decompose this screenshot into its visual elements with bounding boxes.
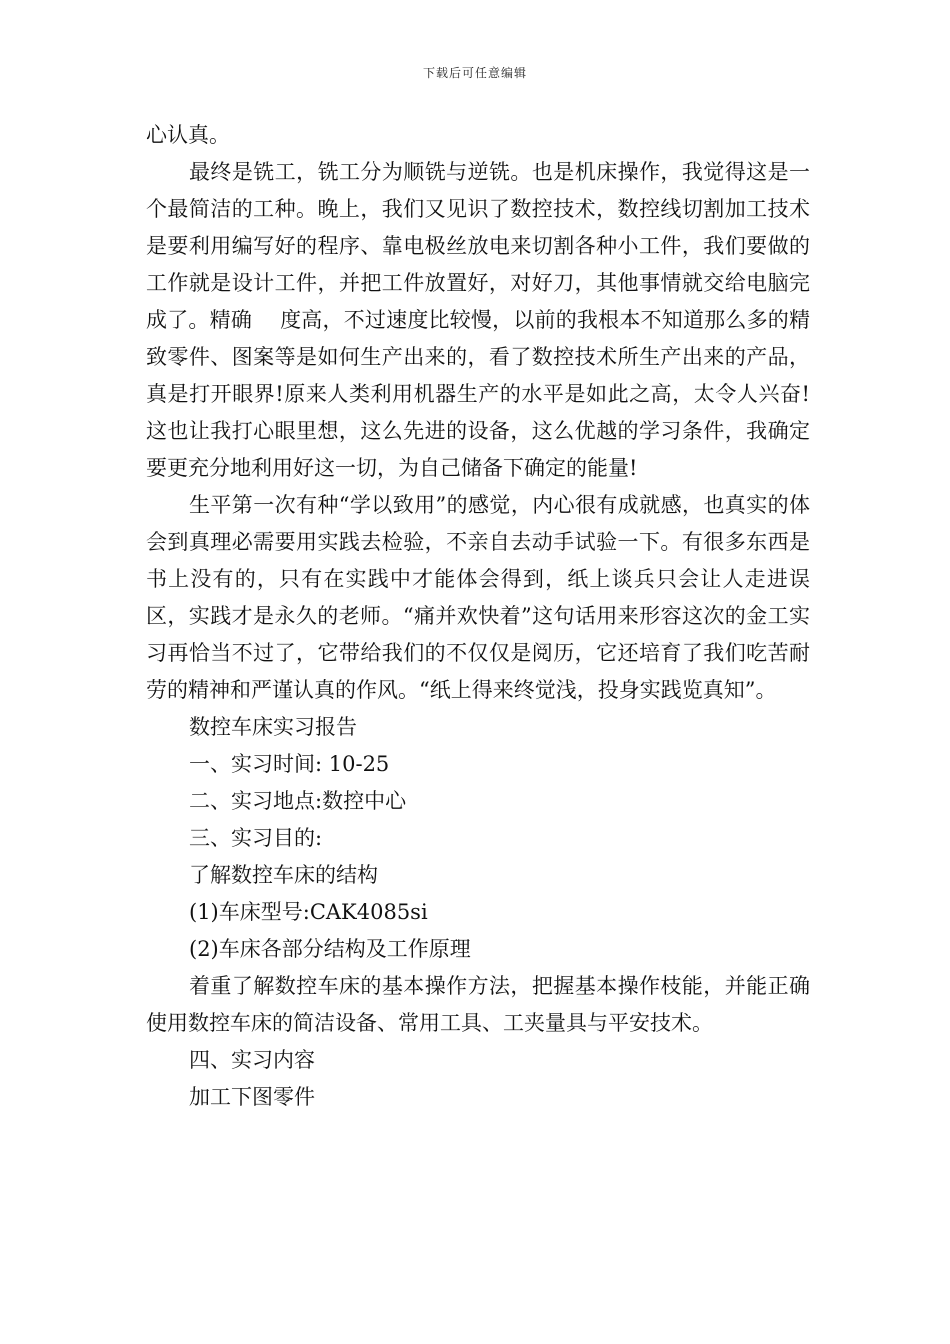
- document-body: [146, 117, 810, 1116]
- report-title: 数控车床实习报告: [189, 715, 357, 739]
- content-machining: 加工下图零件: [189, 1085, 315, 1109]
- purpose-model: (1)车床型号:CAK4085si: [189, 900, 428, 924]
- purpose-structure: 了解数控车床的结构: [189, 863, 378, 887]
- paragraph-reflection: 生平第一次有种“学以致用”的感觉，内心很有成就感，也真实的体会到真理必需要用实践去检验，不亲自去动手试验一下。有很多东西是书上没有的，只有在实践中才能体会得到，纸上谈兵只会让人走进误区，实践才是永久的老师。“痛并欢快着”这句话用来形容这次的金工实习再恰当不过了，它带给我们的不仅仅是阅历，它还培育了我们吃苦耐劳的精神和严谨认真的作风。“纸上得来终觉浅，投身实践览真知”。: [146, 493, 810, 702]
- paragraph-continuation: 心认真。: [146, 123, 230, 147]
- section-location: 二、实习地点:数控中心: [189, 789, 407, 813]
- section-content: 四、实习内容: [189, 1048, 315, 1072]
- section-purpose: 三、实习目的:: [189, 826, 323, 850]
- purpose-parts: (2)车床各部分结构及工作原理: [189, 937, 471, 961]
- section-time: 一、实习时间: 10-25: [189, 752, 390, 776]
- page-header-note: 下载后可任意编辑: [422, 66, 527, 80]
- purpose-operation: 着重了解数控车床的基本操作方法，把握基本操作枝能，并能正确使用数控车床的简洁设备、常用工具、工夹量具与平安技术。: [146, 974, 810, 1035]
- paragraph-milling: 最终是铣工，铣工分为顺铣与逆铣。也是机床操作，我觉得这是一个最简洁的工种。晚上，我们又见识了数控技术，数控线切割加工技术是要利用编写好的程序、靠电极丝放电来切割各种小工件，我们要做的工作就是设计工件，并把工件放置好，对好刀，其他事情就交给电脑完成了。精确 度高，不过速度比较慢，以前的我根本不知道那么多的精致零件、图案等是如何生产出来的，看了数控技术所生产出来的产品，真是打开眼界!原来人类利用机器生产的水平是如此之高，太令人兴奋!这也让我打心眼里想，这么先进的设备，这么优越的学习条件，我确定要更充分地利用好这一切，为自己储备下确定的能量!: [146, 160, 810, 480]
